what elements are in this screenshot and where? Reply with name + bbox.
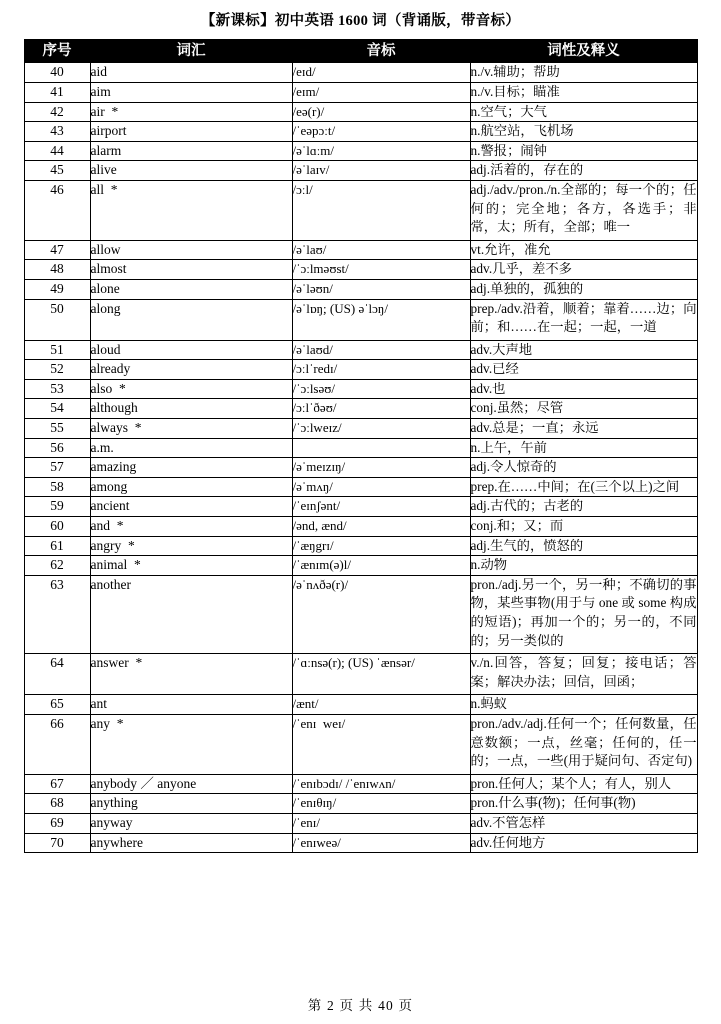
- table-row: [24, 379, 697, 399]
- cell-index: 44: [24, 141, 90, 161]
- table-row: [24, 141, 697, 161]
- cell-index: 42: [24, 102, 90, 122]
- cell-definition: adj./adv./pron./n.全部的；每一个的；任何的；完全地；各方，各选手；非常，太；所有，全部；唯一: [470, 180, 697, 240]
- cell-index: 60: [24, 517, 90, 537]
- cell-definition: n.蚂蚁: [470, 695, 697, 715]
- cell-word: airport: [90, 122, 292, 142]
- cell-phonetic: /əˈlaʊd/: [292, 340, 470, 360]
- cell-index: 65: [24, 695, 90, 715]
- page-footer: 第 2 页 共 40 页: [307, 998, 414, 1013]
- cell-word: all *: [90, 180, 292, 240]
- table-row: [24, 556, 697, 576]
- cell-phonetic: /eɪm/: [292, 82, 470, 102]
- cell-index: 54: [24, 399, 90, 419]
- cell-phonetic: /ˈenɪweə/: [292, 833, 470, 853]
- cell-definition: conj.和；又；而: [470, 517, 697, 537]
- cell-definition: prep.在……中间；在(三个以上)之间: [470, 477, 697, 497]
- cell-definition: adj.生气的，愤怒的: [470, 536, 697, 556]
- cell-phonetic: /əˈmeɪzɪŋ/: [292, 458, 470, 478]
- table-row: [24, 260, 697, 280]
- cell-index: 41: [24, 82, 90, 102]
- cell-definition: prep./adv.沿着，顺着；靠着……边；向前；和……在一起；一起，一道: [470, 299, 697, 340]
- cell-word: ancient: [90, 497, 292, 517]
- cell-phonetic: /ˈɔːlsəʊ/: [292, 379, 470, 399]
- cell-index: 43: [24, 122, 90, 142]
- cell-definition: pron./adj.另一个，另一种；不确切的事物，某些事物(用于与 one 或 some 构成的短语)；再加一个的；另一的，不同的；另一类似的: [470, 575, 697, 653]
- cell-phonetic: /əˈlɒŋ; (US) əˈlɔŋ/: [292, 299, 470, 340]
- cell-word: aloud: [90, 340, 292, 360]
- cell-phonetic: /ˈenɪ weɪ/: [292, 714, 470, 774]
- cell-phonetic: /əˈləʊn/: [292, 279, 470, 299]
- table-row: [24, 360, 697, 380]
- cell-word: animal *: [90, 556, 292, 576]
- column-header-phonetic: 音标: [292, 40, 470, 63]
- cell-phonetic: /eə(r)/: [292, 102, 470, 122]
- cell-word: alarm: [90, 141, 292, 161]
- table-row: [24, 813, 697, 833]
- table-row: [24, 122, 697, 142]
- cell-definition: n.空气；大气: [470, 102, 697, 122]
- cell-word: angry *: [90, 536, 292, 556]
- cell-word: answer *: [90, 654, 292, 695]
- cell-index: 53: [24, 379, 90, 399]
- cell-definition: pron.什么事(物)；任何事(物): [470, 794, 697, 814]
- cell-word: anyway: [90, 813, 292, 833]
- cell-phonetic: /əˈlaɪv/: [292, 161, 470, 181]
- cell-definition: adj.古代的；古老的: [470, 497, 697, 517]
- cell-phonetic: /ˈenɪbɔdɪ/ /ˈenɪwʌn/: [292, 774, 470, 794]
- table-row: [24, 695, 697, 715]
- cell-phonetic: /ɔːl/: [292, 180, 470, 240]
- table-row: [24, 299, 697, 340]
- page-title: 【新课标】初中英语 1600 词（背诵版，带音标）: [200, 13, 521, 29]
- cell-word: anything: [90, 794, 292, 814]
- table-row: [24, 180, 697, 240]
- cell-index: 69: [24, 813, 90, 833]
- cell-definition: v./n.回答，答复；回复；接电话；答案；解决办法；回信，回函；: [470, 654, 697, 695]
- cell-definition: adv.大声地: [470, 340, 697, 360]
- table-row: [24, 161, 697, 181]
- cell-word: almost: [90, 260, 292, 280]
- cell-phonetic: /əˈlɑːm/: [292, 141, 470, 161]
- cell-word: among: [90, 477, 292, 497]
- table-row: [24, 240, 697, 260]
- column-header-word: 词汇: [90, 40, 292, 63]
- cell-definition: adj.活着的，存在的: [470, 161, 697, 181]
- cell-definition: n./v.辅助；帮助: [470, 63, 697, 83]
- cell-definition: adv.不管怎样: [470, 813, 697, 833]
- column-header-definition: 词性及释义: [470, 40, 697, 63]
- table-row: [24, 575, 697, 653]
- cell-index: 70: [24, 833, 90, 853]
- cell-index: 47: [24, 240, 90, 260]
- cell-index: 59: [24, 497, 90, 517]
- table-header: [24, 40, 697, 63]
- cell-word: amazing: [90, 458, 292, 478]
- cell-definition: n.警报；闹钟: [470, 141, 697, 161]
- column-header-index: 序号: [24, 40, 90, 63]
- cell-phonetic: /əˈnʌðə(r)/: [292, 575, 470, 653]
- cell-word: along: [90, 299, 292, 340]
- cell-definition: adj.单独的，孤独的: [470, 279, 697, 299]
- cell-word: also *: [90, 379, 292, 399]
- cell-index: 51: [24, 340, 90, 360]
- cell-phonetic: /ˈænɪm(ə)l/: [292, 556, 470, 576]
- cell-phonetic: /ənd, ænd/: [292, 517, 470, 537]
- table-row: [24, 794, 697, 814]
- cell-index: 46: [24, 180, 90, 240]
- table-row: [24, 399, 697, 419]
- cell-definition: n.动物: [470, 556, 697, 576]
- cell-phonetic: /ɔːlˈðəʊ/: [292, 399, 470, 419]
- cell-index: 62: [24, 556, 90, 576]
- cell-index: 52: [24, 360, 90, 380]
- table-header-row: [24, 40, 697, 63]
- cell-word: any *: [90, 714, 292, 774]
- cell-definition: pron.任何人；某个人；有人，别人: [470, 774, 697, 794]
- cell-definition: n.航空站，飞机场: [470, 122, 697, 142]
- cell-word: allow: [90, 240, 292, 260]
- cell-definition: adv.也: [470, 379, 697, 399]
- cell-definition: adv.任何地方: [470, 833, 697, 853]
- table-row: [24, 497, 697, 517]
- cell-definition: conj.虽然；尽管: [470, 399, 697, 419]
- cell-definition: adv.已经: [470, 360, 697, 380]
- cell-index: 58: [24, 477, 90, 497]
- cell-word: already: [90, 360, 292, 380]
- cell-word: another: [90, 575, 292, 653]
- cell-word: anywhere: [90, 833, 292, 853]
- cell-definition: n.上午，午前: [470, 438, 697, 458]
- cell-phonetic: /ˈɑːnsə(r); (US) ˈænsər/: [292, 654, 470, 695]
- cell-phonetic: /eɪd/: [292, 63, 470, 83]
- cell-phonetic: /ænt/: [292, 695, 470, 715]
- cell-phonetic: /ˈæŋgrɪ/: [292, 536, 470, 556]
- table-row: [24, 517, 697, 537]
- cell-word: and *: [90, 517, 292, 537]
- cell-phonetic: /ˈɔːlməʊst/: [292, 260, 470, 280]
- cell-definition: adj.令人惊奇的: [470, 458, 697, 478]
- table-row: [24, 63, 697, 83]
- table-row: [24, 654, 697, 695]
- cell-phonetic: /ˈeɪnʃənt/: [292, 497, 470, 517]
- cell-word: alive: [90, 161, 292, 181]
- table-row: [24, 82, 697, 102]
- cell-phonetic: [292, 438, 470, 458]
- table-row: [24, 340, 697, 360]
- table-row: [24, 419, 697, 439]
- cell-index: 63: [24, 575, 90, 653]
- cell-word: aim: [90, 82, 292, 102]
- cell-index: 56: [24, 438, 90, 458]
- cell-definition: pron./adv./adj.任何一个；任何数量，任意数额；一点，丝毫；任何的，任一的；一点，一些(用于疑问句、否定句): [470, 714, 697, 774]
- cell-index: 55: [24, 419, 90, 439]
- cell-index: 61: [24, 536, 90, 556]
- cell-definition: adv.总是；一直；永远: [470, 419, 697, 439]
- table-row: [24, 477, 697, 497]
- cell-word: anybody ／ anyone: [90, 774, 292, 794]
- table-row: [24, 458, 697, 478]
- cell-index: 50: [24, 299, 90, 340]
- cell-index: 49: [24, 279, 90, 299]
- cell-phonetic: /əˈlaʊ/: [292, 240, 470, 260]
- cell-phonetic: /ˈenɪθɪŋ/: [292, 794, 470, 814]
- table-row: [24, 833, 697, 853]
- cell-index: 64: [24, 654, 90, 695]
- cell-phonetic: /ˈɔːlweɪz/: [292, 419, 470, 439]
- table-row: [24, 102, 697, 122]
- cell-word: ant: [90, 695, 292, 715]
- table-row: [24, 774, 697, 794]
- cell-index: 45: [24, 161, 90, 181]
- vocabulary-table: [24, 39, 698, 853]
- cell-phonetic: /əˈmʌŋ/: [292, 477, 470, 497]
- table-row: [24, 279, 697, 299]
- cell-word: although: [90, 399, 292, 419]
- cell-definition: n./v.目标；瞄准: [470, 82, 697, 102]
- cell-word: alone: [90, 279, 292, 299]
- cell-phonetic: /ɔːlˈredɪ/: [292, 360, 470, 380]
- table-row: [24, 714, 697, 774]
- table-row: [24, 536, 697, 556]
- cell-index: 57: [24, 458, 90, 478]
- cell-definition: adv.几乎，差不多: [470, 260, 697, 280]
- cell-index: 66: [24, 714, 90, 774]
- table-row: [24, 438, 697, 458]
- cell-index: 68: [24, 794, 90, 814]
- cell-phonetic: /ˈeəpɔːt/: [292, 122, 470, 142]
- cell-index: 48: [24, 260, 90, 280]
- cell-word: a.m.: [90, 438, 292, 458]
- table-body: [24, 63, 697, 853]
- cell-definition: vt.允许，准允: [470, 240, 697, 260]
- cell-word: aid: [90, 63, 292, 83]
- cell-index: 67: [24, 774, 90, 794]
- cell-index: 40: [24, 63, 90, 83]
- cell-phonetic: /ˈenɪ/: [292, 813, 470, 833]
- cell-word: air *: [90, 102, 292, 122]
- cell-word: always *: [90, 419, 292, 439]
